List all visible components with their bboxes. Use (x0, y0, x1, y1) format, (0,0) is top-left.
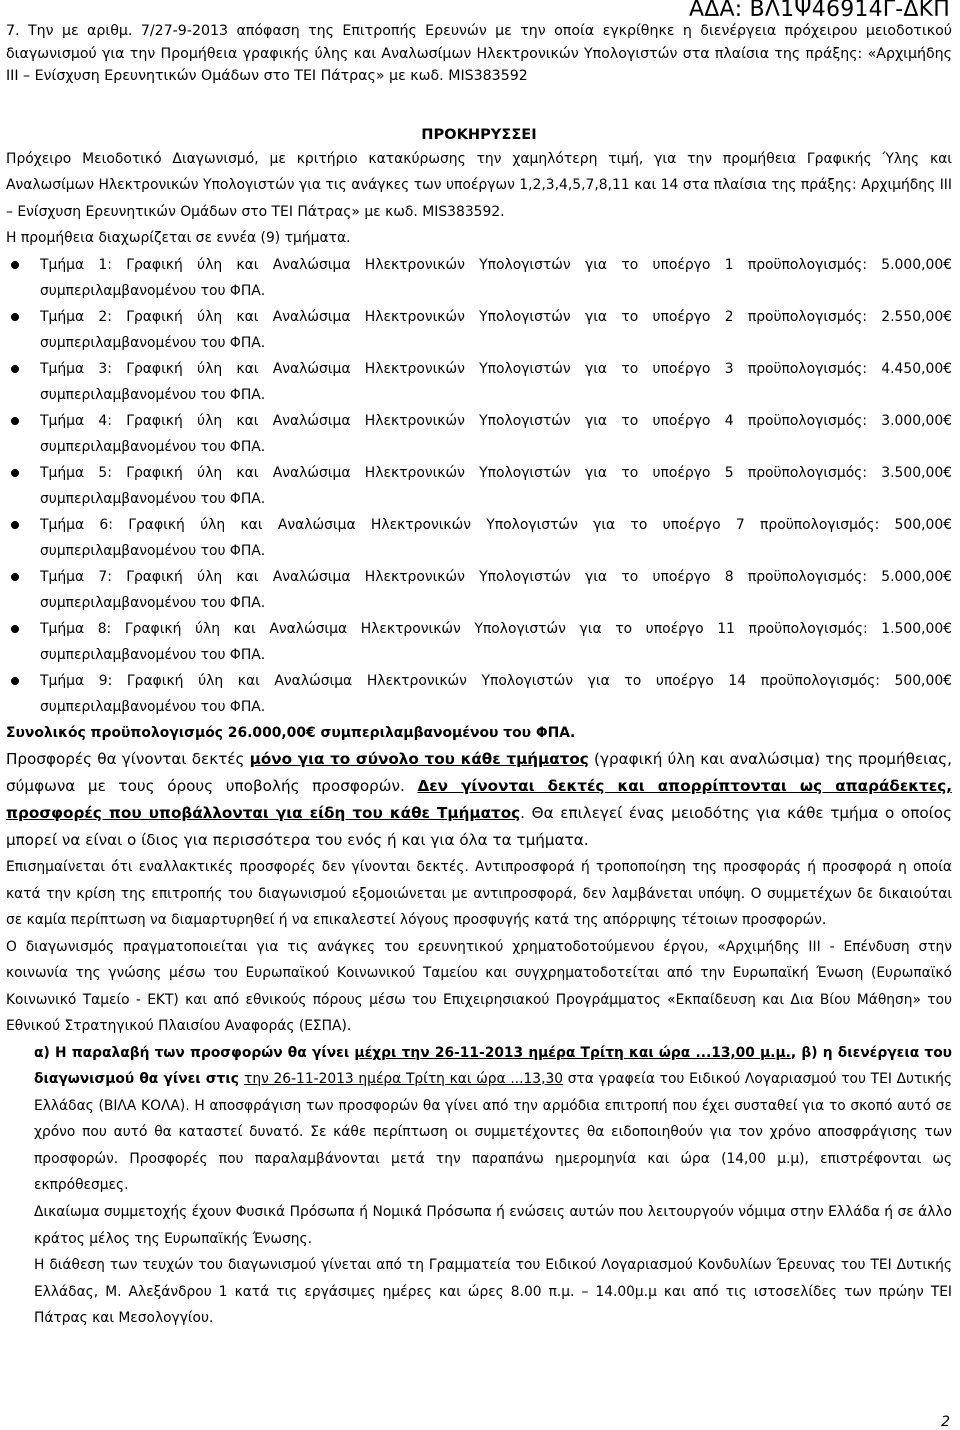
offers-paragraph: Προσφορές θα γίνονται δεκτές μόνο για το σύνολο του κάθε τμήματος (γραφική ύλη και αναλώσιμα) της προμήθειας, σύμφωνα με τους όρους υποβολής προσφορών. Δεν γίνονται δεκτές και απορρίπτονται ως απαράδεκτες, προσφορές που υποβάλλονται για είδη του κάθε Τμήματος. Θα επιλεγεί ένας μειοδότης για κάθε τμήμα ο οποίος μπορεί να είναι ο ίδιος για περισσότερα του ενός ή και για όλα τα τμήματα. (6, 750, 952, 849)
proclamation-title: ΠΡΟΚΗΡΥΣΣΕΙ (421, 125, 537, 143)
list-item: Τμήμα 5: Γραφική ύλη και Αναλώσιμα Ηλεκτρονικών Υπολογιστών για το υποέργο 5 προϋπολογισμός: 3.500,00€ συμπεριλαμβανομένου του ΦΠΑ. (6, 460, 952, 512)
page-number: 2 (941, 1414, 950, 1430)
deadline-date: μέχρι την 26-11-2013 ημέρα Τρίτη και ώρα ...13,00 μ.μ. (354, 1044, 791, 1061)
item-a-paragraph: α) Η παραλαβή των προσφορών θα γίνει μέχρι την 26-11-2013 ημέρα Τρίτη και ώρα ...13,00 μ.μ., β) η διενέργεια του διαγωνισμού θα γίνει στις την 26-11-2013 ημέρα Τρίτη και ώρα ...13,30 στα γραφεία του Ειδικού Λογαριασμού του ΤΕΙ Δυτικής Ελλάδας (ΒΙΛΑ ΚΟΛΑ). Η αποσφράγιση των προσφορών θα γίνει από την αρμόδια επιτροπή που έχει συσταθεί για το σκοπό αυτό σε χρόνο που αυτό θα καταστεί δυνατό. Σε κάθε περίπτωση οι συμμετέχοντες θα ειδοποιηθούν για τον χρόνο αποσφράγισης των προσφορών. Προσφορές που παραλαμβάνονται μετά την παραπάνω ημερομηνία και ώρα (14,00 μ.μ), επιστρέφονται ως εκπρόθεσμες. (34, 1044, 952, 1194)
bullet-icon (11, 261, 19, 269)
bullet-icon (11, 573, 19, 581)
list-item: Τμήμα 8: Γραφική ύλη και Αναλώσιμα Ηλεκτρονικών Υπολογιστών για το υποέργο 11 προϋπολογισμός: 1.500,00€ συμπεριλαμβανομένου του ΦΠΑ. (6, 616, 952, 668)
parts-list (6, 252, 952, 720)
bullet-icon (11, 313, 19, 321)
bullet-icon (11, 469, 19, 477)
offers-rejection-note: Δεν γίνονται δεκτές και απορρίπτονται ως απαράδεκτες, προσφορές που υποβάλλονται για είδη του κάθε Τμήματος (6, 777, 952, 822)
intro-text: Την με αριθμ. 7/27-9-2013 απόφαση της Επιτροπής Ερευνών με την οποία εγκρίθηκε η διενέργεια πρόχειρου μειοδοτικού διαγωνισμού για την Προμήθεια γραφικής ύλης και Αναλωσίμων Ηλεκτρονικών Υπολογιστών στα πλαίσια της πράξης: «Αρχιμήδης ΙΙΙ – Ενίσχυση Ερευνητικών Ομάδων στο ΤΕΙ Πάτρας» με κωδ. MIS383592 (6, 23, 952, 84)
list-item: Τμήμα 3: Γραφική ύλη και Αναλώσιμα Ηλεκτρονικών Υπολογιστών για το υποέργο 3 προϋπολογισμός: 4.450,00€ συμπεριλαμβανομένου του ΦΠΑ. (6, 356, 952, 408)
intro-paragraph (6, 20, 952, 88)
intro-number: 7. (6, 23, 20, 39)
bullet-icon (11, 521, 19, 529)
alternative-offers-paragraph: Επισημαίνεται ότι εναλλακτικές προσφορές δεν γίνονται δεκτές. Αντιπροσφορά ή τροποποίηση της προσφοράς ή προσφορά η οποία κατά την κρίση της επιτροπής του διαγωνισμού εξομοιώνεται με αντιπροσφορά, δεν λαμβάνεται υπόψη. Ο συμμετέχων δε δικαιούται σε καμία περίπτωση να διαμαρτυρηθεί ή να επικαλεστεί λόγους προσφυγής κατά της απόρριψης τέτοιων προσφορών. (6, 859, 952, 928)
eligibility-paragraph: Δικαίωμα συμμετοχής έχουν Φυσικά Πρόσωπα ή Νομικά Πρόσωπα ή ενώσεις αυτών που λειτουργούν νόμιμα στην Ελλάδα ή σε άλλο κράτος μέλος της Ευρωπαϊκής Ένωσης. (34, 1204, 952, 1247)
opening-date: την 26-11-2013 ημέρα Τρίτη και ώρα ...13,30 (244, 1071, 564, 1088)
bullet-icon (11, 677, 19, 685)
funding-paragraph: Ο διαγωνισμός πραγματοποιείται για τις ανάγκες του ερευνητικού χρηματοδοτούμενου έργου, «Αρχιμήδης ΙΙΙ - Επένδυση στην κοινωνία της γνώσης μέσω του Ευρωπαϊκού Κοινωνικού Ταμείου και συγχρηματοδοτείται από την Ευρωπαϊκή Ένωση (Ευρωπαϊκό Κοινωνικό Ταμείο - ΕΚΤ) και από εθνικούς πόρους μέσω του Επιχειρησιακού Προγράμματος «Εκπαίδευση και Δια Βίου Μάθηση» του Εθνικού Στρατηγικού Πλαισίου Αναφοράς (ΕΣΠΑ). (6, 938, 952, 1034)
ada-code: ΑΔΑ: ΒΛ1Ψ46914Γ-ΔΚΠ (688, 0, 950, 22)
total-budget: Συνολικός προϋπολογισμός 26.000,00€ συμπεριλαμβανομένου του ΦΠΑ. (6, 724, 576, 741)
bullet-icon (11, 417, 19, 425)
list-item: Τμήμα 1: Γραφική ύλη και Αναλώσιμα Ηλεκτρονικών Υπολογιστών για το υποέργο 1 προϋπολογισμός: 5.000,00€ συμπεριλαμβανομένου του ΦΠΑ. (6, 252, 952, 304)
tender-description: Πρόχειρο Μειοδοτικό Διαγωνισμό, με κριτήριο κατακύρωσης την χαμηλότερη τιμή, για την προμήθεια Γραφικής Ύλης και Αναλωσίμων Ηλεκτρονικών Υπολογιστών για τις ανάγκες των υποέργων 1,2,3,4,5,7,8,11 και 14 στα πλαίσια της πράξης: Αρχιμήδης ΙΙΙ – Ενίσχυση Ερευνητικών Ομάδων στο ΤΕΙ Πάτρας» με κωδ. MIS383592. (6, 150, 952, 220)
distribution-paragraph: Η διάθεση των τευχών του διαγωνισμού γίνεται από τη Γραμματεία του Ειδικού Λογαριασμού Κονδυλίων Έρευνας του ΤΕΙ Δυτικής Ελλάδας, Μ. Αλεξάνδρου 1 κατά τις εργάσιμες ημέρες και ώρες 8.00 π.μ. – 14.00μ.μ και από τις ιστοσελίδες των πρώην ΤΕΙ Πάτρας και Μεσολογγίου. (34, 1257, 952, 1327)
list-item: Τμήμα 6: Γραφική ύλη και Αναλώσιμα Ηλεκτρονικών Υπολογιστών για το υποέργο 7 προϋπολογισμός: 500,00€ συμπεριλαμβανομένου του ΦΠΑ. (6, 512, 952, 564)
list-item: Τμήμα 4: Γραφική ύλη και Αναλώσιμα Ηλεκτρονικών Υπολογιστών για το υποέργο 4 προϋπολογισμός: 3.000,00€ συμπεριλαμβανομένου του ΦΠΑ. (6, 408, 952, 460)
list-item: Τμήμα 9: Γραφική ύλη και Αναλώσιμα Ηλεκτρονικών Υπολογιστών για το υποέργο 14 προϋπολογισμός: 500,00€ συμπεριλαμβανομένου του ΦΠΑ. (6, 668, 952, 720)
procedure-items (6, 1040, 952, 1333)
list-item: Τμήμα 7: Γραφική ύλη και Αναλώσιμα Ηλεκτρονικών Υπολογιστών για το υποέργο 8 προϋπολογισμός: 5.000,00€ συμπεριλαμβανομένου του ΦΠΑ. (6, 564, 952, 616)
list-item: Τμήμα 2: Γραφική ύλη και Αναλώσιμα Ηλεκτρονικών Υπολογιστών για το υποέργο 2 προϋπολογισμός: 2.550,00€ συμπεριλαμβανομένου του ΦΠΑ. (6, 304, 952, 356)
offers-underlined: μόνο για το σύνολο του κάθε τμήματος (249, 750, 589, 768)
bullet-icon (11, 625, 19, 633)
bullet-icon (11, 365, 19, 373)
document-body (6, 20, 952, 1332)
division-note: Η προμήθεια διαχωρίζεται σε εννέα (9) τμήματα. (6, 230, 351, 246)
